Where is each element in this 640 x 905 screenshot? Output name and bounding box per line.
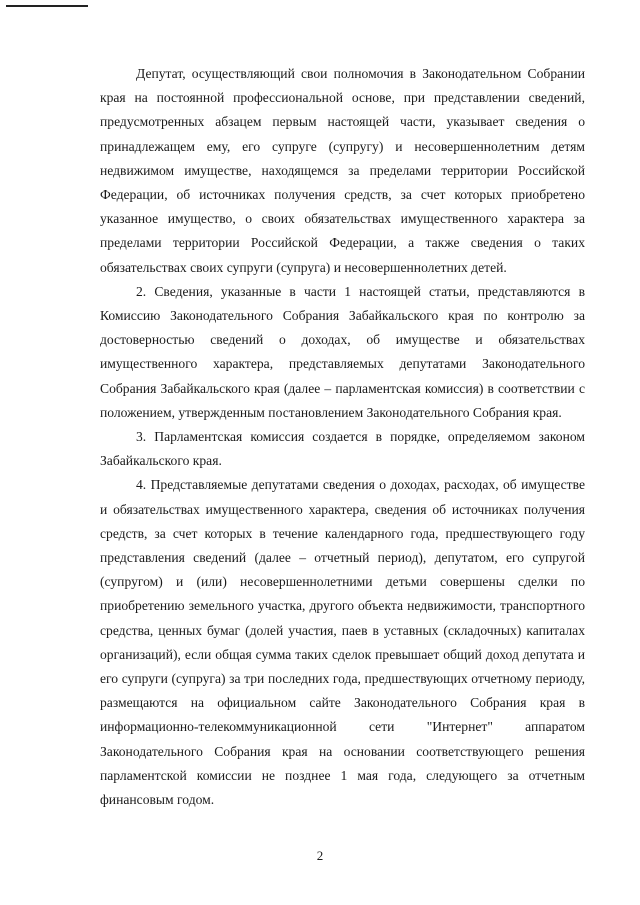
page-number: 2 <box>316 848 324 863</box>
top-rule <box>6 5 88 7</box>
paragraph-deputy-foreign-property: Депутат, осуществляющий свои полномочия в Законодательном Собрании края на постоянной профессиональной основе, при представлении сведений, предусмотренных абзацем первым настоящей части, указывает сведения о принадлежащем ему, его супруге (супругу) и несовершеннолетним детям недвижимом имуществе, находящемся за пределами территории Российской Федерации, об источниках получения средств, за счет которых приобретено указанное имущество, о своих обязательствах имущественного характера за пределами территории Российской Федерации, а также сведения о таких обязательствах своих супруги (супруга) и несовершеннолетних детей. <box>100 66 585 275</box>
paragraph-2-commission-submission: 2. Сведения, указанные в части 1 настоящей статьи, представляются в Комиссию Законодательного Собрания Забайкальского края по контролю за достоверностью сведений о доходах, об имуществе и обязательствах имущественного характера, представляемых депутатами Законодательного Собрания Забайкальского края (далее – парламентская комиссия) в соответствии с положением, утвержденным постановлением Законодательного Собрания края. <box>100 283 585 420</box>
paragraph-3-commission-creation: 3. Парламентская комиссия создается в порядке, определяемом законом Забайкальского края. <box>100 429 585 469</box>
paragraph-4-publication: 4. Представляемые депутатами сведения о доходах, расходах, об имуществе и обязательствах имущественного характера, сведения об источниках получения средств, за счет которых в течение календарного года, предшествующего году представления сведений (далее – отчетный период), депутатом, его супругой (супругом) и (или) несовершеннолетними детьми совершены сделки по приобретению земельного участка, другого объекта недвижимости, транспортного средства, ценных бумаг (долей участия, паев в уставных (складочных) капиталах организаций), если общая сумма таких сделок превышает общий доход депутата и его супруги (супруга) за три последних года, предшествующих отчетному периоду, размещаются на официальном сайте Законодательного Собрания края в информационно-телекоммуникационной сети "Интернет" аппаратом Законодательного Собрания края на основании соответствующего решения парламентской комиссии не позднее 1 мая года, следующего за отчетным финансовым годом. <box>100 477 585 808</box>
document-body <box>100 62 585 812</box>
